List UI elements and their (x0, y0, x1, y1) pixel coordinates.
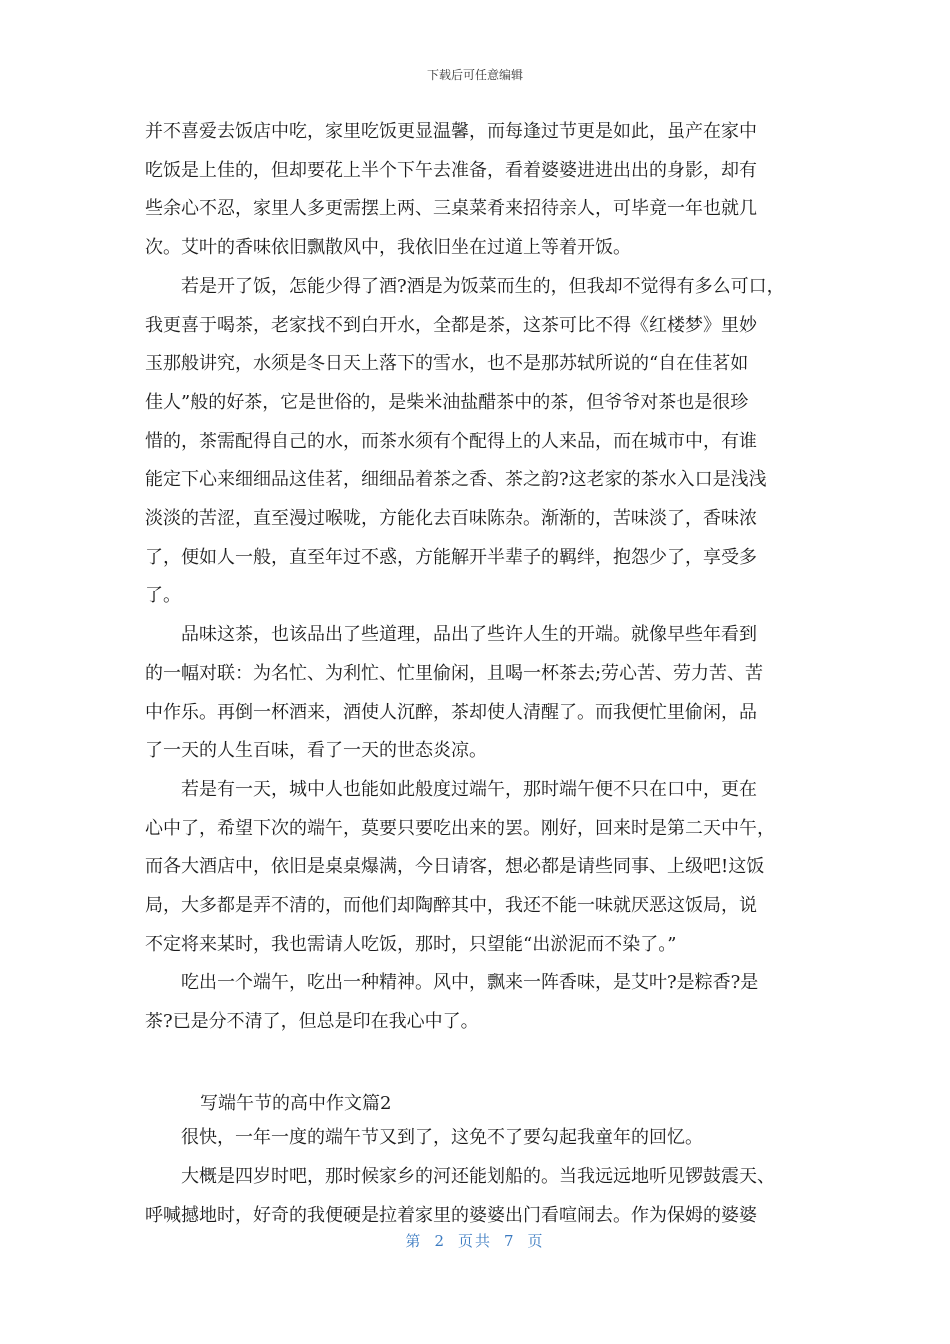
text-line: 我更喜于喝茶，老家找不到白开水，全都是茶，这茶可比不得《红楼梦》里妙 (145, 314, 757, 336)
text-line: 茶?已是分不清了，但总是印在我心中了。 (145, 1011, 479, 1033)
page-header: 下载后可任意编辑 (426, 68, 523, 82)
text-line: 了一天的人生百味，看了一天的世态炎凉。 (145, 740, 487, 762)
text-line: 玉那般讲究，水须是冬日天上落下的雪水，也不是那苏轼所说的“自在佳茗如 (145, 353, 749, 375)
text-line: 不定将来某时，我也需请人吃饭，那时，只望能“出淤泥而不染了。” (145, 933, 677, 955)
text-line: 了，便如人一般，直至年过不惑，方能解开半辈子的羁绊，抱怨少了，享受多 (145, 546, 757, 568)
text-line: 的一幅对联：为名忙、为利忙、忙里偷闲，且喝一杯茶去;劳心苦、劳力苦、苦 (145, 662, 764, 684)
footer-page-number: 2 (434, 1232, 446, 1250)
text-line: 很快，一年一度的端午节又到了，这免不了要勾起我童年的回忆。 (181, 1127, 703, 1149)
text-line: 若是开了饭，怎能少得了酒?酒是为饭菜而生的，但我却不觉得有多么可口， (181, 275, 785, 297)
text-line: 佳人”般的好茶，它是世俗的，是柴米油盐醋茶中的茶，但爷爷对茶也是很珍 (145, 391, 749, 413)
text-line: 而各大酒店中，依旧是桌桌爆满，今日请客，想必都是请些同事、上级吧!这饭 (145, 856, 765, 878)
text-line: 若是有一天，城中人也能如此般度过端午，那时端午便不只在口中，更在 (181, 778, 757, 800)
footer-total-pages: 7 (504, 1232, 516, 1250)
footer-middle: 页共 (457, 1232, 492, 1250)
text-line: 吃出一个端午，吃出一种精神。风中，飘来一阵香味，是艾叶?是粽香?是 (181, 972, 759, 994)
text-line: 呼喊撼地时，好奇的我便硬是拉着家里的婆婆出门看喧闹去。作为保姆的婆婆 (145, 1204, 757, 1226)
text-line: 大概是四岁时吧，那时候家乡的河还能划船的。当我远远地听见锣鼓震天、 (181, 1165, 775, 1187)
section-heading: 写端午节的高中作文篇2 (200, 1092, 392, 1114)
text-line: 能定下心来细细品这佳茗，细细品着茶之香、茶之韵?这老家的茶水入口是浅浅 (145, 469, 767, 491)
text-line: 些余心不忍，家里人多更需摆上两、三桌菜肴来招待亲人，可毕竟一年也就几 (145, 198, 757, 220)
text-line: 惜的，茶需配得自己的水，而茶水须有个配得上的人来品，而在城市中，有谁 (145, 430, 757, 452)
text-line: 局，大多都是弄不清的，而他们却陶醉其中，我还不能一味就厌恶这饭局，说 (145, 895, 757, 916)
text-line: 并不喜爱去饭店中吃，家里吃饭更显温馨，而每逢过节更是如此，虽产在家中 (145, 121, 757, 142)
footer-prefix: 第 (405, 1232, 423, 1250)
text-line: 吃饭是上佳的，但却要花上半个下午去准备，看着婆婆进进出出的身影，却有 (145, 159, 757, 181)
text-line: 次。艾叶的香味依旧飘散风中，我依旧坐在过道上等着开饭。 (145, 237, 631, 259)
text-line: 品味这茶，也该品出了些道理，品出了些许人生的开端。就像早些年看到 (181, 624, 757, 646)
footer-suffix: 页 (527, 1232, 545, 1250)
text-line: 淡淡的苦涩，直至漫过喉咙，方能化去百味陈杂。渐渐的，苦味淡了，香味浓 (145, 508, 757, 529)
text-line: 中作乐。再倒一杯酒来，酒使人沉醉，茶却使人清醒了。而我便忙里偷闲，品 (145, 701, 757, 723)
text-line: 心中了，希望下次的端午，莫要只要吃出来的罢。刚好，回来时是第二天中午， (145, 817, 775, 839)
page-footer (0, 1230, 950, 1251)
text-line: 了。 (145, 585, 181, 607)
